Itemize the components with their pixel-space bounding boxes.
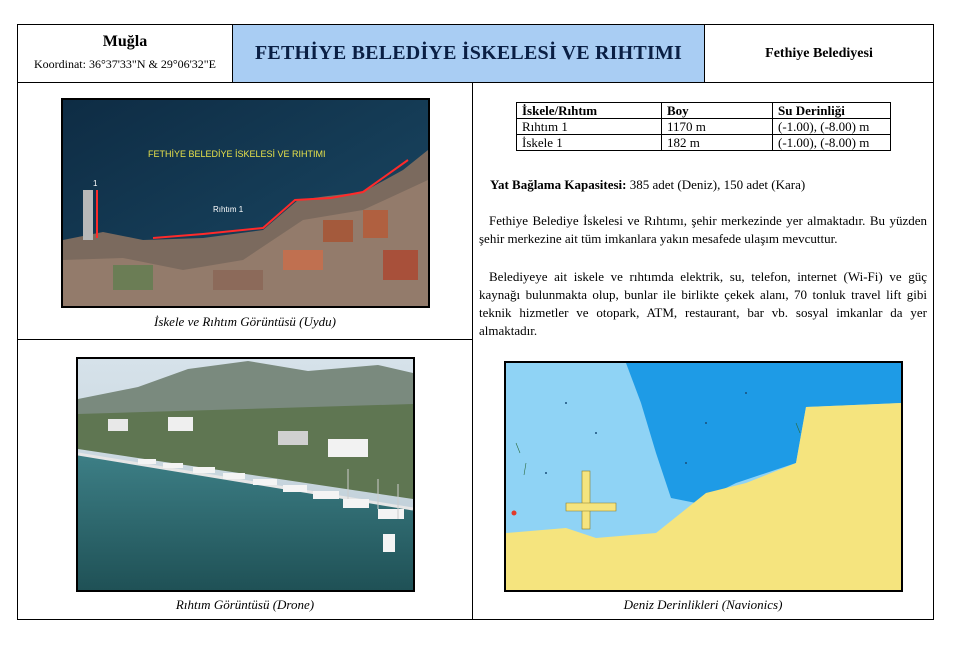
navionics-image <box>504 361 903 592</box>
page-title: FETHİYE BELEDİYE İSKELESİ VE RIHTIMI <box>255 42 682 64</box>
spec-header-depth: Su Derinliği <box>773 103 891 119</box>
satellite-overlay-title: FETHİYE BELEDİYE İSKELESİ VE RIHTIMI <box>148 149 326 159</box>
drone-photo-graphic <box>78 359 413 590</box>
header-location <box>18 25 232 82</box>
table-cell: İskele 1 <box>517 135 662 151</box>
spec-table-header-row <box>517 103 891 119</box>
header-owner <box>705 25 933 82</box>
province-name: Muğla <box>102 33 148 50</box>
paragraph-services: Belediyeye ait iskele ve rıhtımda elektrik, su, telefon, internet (Wi-Fi) ve güç kaynağı bulunmakta olup, bunlar ile birlikte çekek alanı, 70 tonluk travel lift gibi teknik hizmetler ve otopark, ATM, restaurant, bar vb. sosyal imkanlar da yer almaktadır. <box>479 269 927 338</box>
body-vertical-divider <box>472 83 473 619</box>
satellite-image <box>61 98 430 308</box>
table-cell: (-1.00), (-8.00) m <box>773 119 891 135</box>
satellite-map-graphic <box>63 100 428 306</box>
satellite-caption: İskele ve Rıhtım Görüntüsü (Uydu) <box>154 314 336 329</box>
table-cell: 182 m <box>662 135 773 151</box>
capacity-label: Yat Bağlama Kapasitesi: <box>490 177 627 192</box>
navionics-map-graphic <box>506 363 901 590</box>
spec-header-pier: İskele/Rıhtım <box>517 103 662 119</box>
spec-table <box>516 102 891 151</box>
spec-header-length: Boy <box>662 103 773 119</box>
satellite-label-iskele: 1 <box>93 179 98 188</box>
table-row <box>517 119 891 135</box>
left-horizontal-divider <box>18 339 472 340</box>
table-cell: 1170 m <box>662 119 773 135</box>
navionics-caption: Deniz Derinlikleri (Navionics) <box>623 597 783 612</box>
table-cell: Rıhtım 1 <box>517 119 662 135</box>
paragraph-location: Fethiye Belediye İskelesi ve Rıhtımı, şehir merkezinde yer almaktadır. Bu yüzden şehir merkezine ait tüm imkanlara yakın mesafede ulaşım mevcuttur. <box>479 213 927 246</box>
table-row <box>517 135 891 151</box>
header-title-cell <box>233 25 704 82</box>
coordinates: Koordinat: 36°37'33"N & 29°06'32"E <box>33 57 217 71</box>
capacity-value: 385 adet (Deniz), 150 adet (Kara) <box>629 177 806 192</box>
header-divider <box>18 82 933 83</box>
table-cell: (-1.00), (-8.00) m <box>773 135 891 151</box>
capacity-line <box>490 176 920 194</box>
drone-caption: Rıhtım Görüntüsü (Drone) <box>175 597 315 612</box>
satellite-label-rihtim: Rıhtım 1 <box>213 205 244 214</box>
drone-image <box>76 357 415 592</box>
owner-name: Fethiye Belediyesi <box>765 45 873 61</box>
